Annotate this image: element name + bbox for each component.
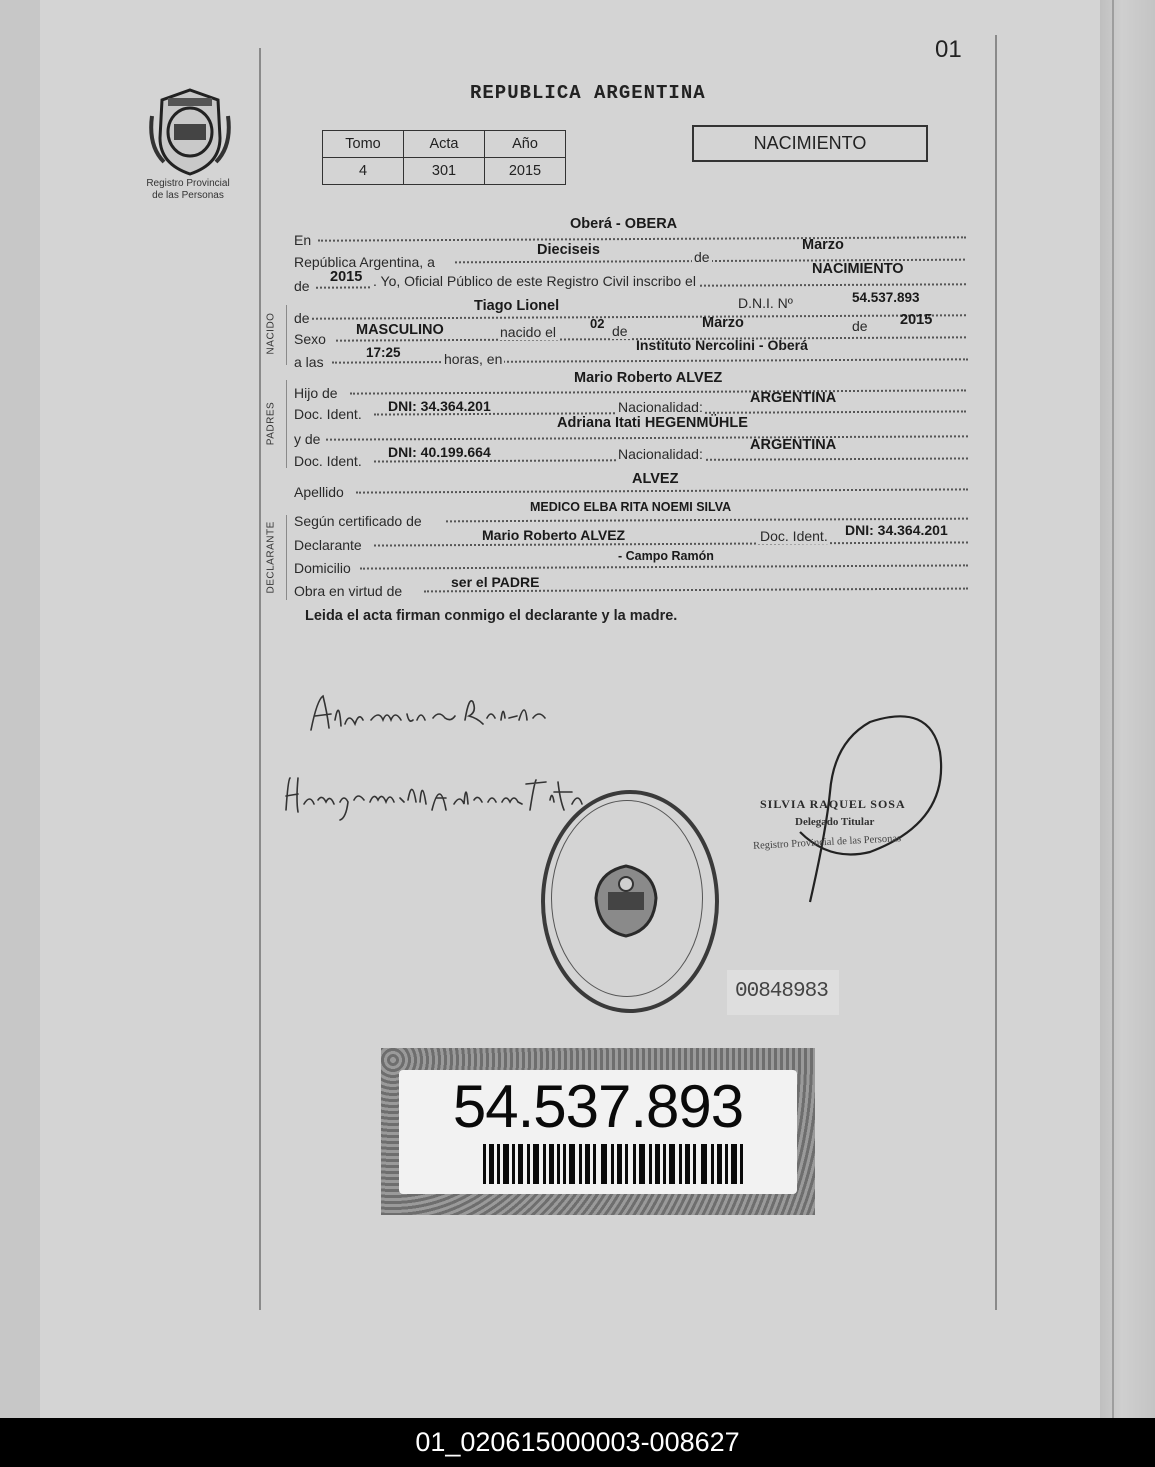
label-republica: República Argentina, a (294, 254, 435, 270)
logo-caption-line1: Registro Provincial (146, 178, 230, 189)
table-value-anio: 2015 (485, 158, 566, 185)
value-padre-doc: DNI: 34.364.201 (388, 398, 491, 414)
side-label-declarante: DECLARANTE (265, 521, 277, 594)
label-dni: D.N.I. Nº (738, 295, 793, 311)
value-madre: Adriana Itati HEGENMÜHLE (557, 415, 748, 431)
label-de-anio: de (294, 278, 310, 294)
label-hijo-de: Hijo de (294, 385, 338, 401)
value-anio-nac: 2015 (900, 312, 933, 328)
table-value-tomo: 4 (323, 158, 404, 185)
label-obra: Obra en virtud de (294, 583, 403, 599)
value-mes-nac: Marzo (702, 315, 744, 331)
left-margin-line (259, 48, 261, 1310)
label-de-dia: de (612, 323, 628, 339)
declarante-bracket (286, 515, 287, 600)
barcode-panel (399, 1070, 797, 1194)
signature-declarante (305, 690, 555, 740)
label-a-las: a las (294, 354, 324, 370)
act-type-box: NACIMIENTO (692, 125, 928, 162)
value-certificado: MEDICO ELBA RITA NOEMI SILVA (530, 500, 732, 514)
value-dni: 54.537.893 (852, 290, 920, 305)
side-label-nacido: NACIDO (265, 312, 277, 355)
label-doc-ident: Doc. Ident. (294, 406, 362, 422)
label-de-nombre: de (294, 310, 310, 326)
official-name: SILVIA RAQUEL SOSA (760, 797, 906, 811)
label-apellido: Apellido (294, 484, 344, 500)
label-nacionalidad: Nacionalidad: (618, 399, 703, 415)
padres-bracket (286, 380, 287, 468)
value-anio: 2015 (330, 269, 363, 285)
label-declarante: Declarante (294, 537, 362, 553)
label-oficial: . Yo, Oficial Público de este Registro Civil inscribo el (370, 273, 699, 289)
label-doc-ident-declarante: Doc. Ident. (760, 528, 828, 544)
label-horas-en: horas, en (444, 351, 503, 367)
closing-statement: Leida el acta firman conmigo el declarante y la madre. (305, 608, 678, 624)
value-madre-nac: ARGENTINA (750, 437, 837, 453)
table-header-acta: Acta (404, 131, 485, 158)
right-margin-line (995, 35, 997, 1310)
value-dia-letras: Dieciseis (537, 242, 600, 258)
page-edge-line (1112, 0, 1114, 1418)
label-de-mes: de (694, 249, 710, 265)
provincial-seal-icon (148, 86, 232, 178)
page-number: 01 (935, 36, 962, 63)
page-edge (1100, 0, 1155, 1418)
value-padre-nac: ARGENTINA (750, 390, 837, 406)
value-hora: 17:25 (366, 345, 401, 360)
value-sexo: MASCULINO (356, 322, 444, 338)
label-sexo: Sexo (294, 331, 326, 347)
value-nombre: Tiago Lionel (474, 298, 560, 314)
logo-caption-line2: de las Personas (152, 190, 224, 201)
label-nacionalidad: Nacionalidad: (618, 446, 703, 462)
table-header-tomo: Tomo (323, 131, 404, 158)
value-mes: Marzo (802, 237, 844, 253)
value-obra: ser el PADRE (451, 574, 540, 590)
value-declarante: Mario Roberto ALVEZ (482, 527, 626, 543)
value-padre: Mario Roberto ALVEZ (574, 370, 723, 386)
side-label-padres: PADRES (265, 401, 277, 446)
table-header-anio: Año (485, 131, 566, 158)
label-nacido-el: nacido el (500, 324, 557, 340)
value-lugar-nac: Instituto Nercolini - Oberá (636, 337, 808, 353)
label-de-anio2: de (852, 318, 868, 334)
scan-file-code: 01_020615000003-008627 (0, 1418, 1155, 1467)
barcode-sticker (381, 1048, 815, 1215)
value-lugar: Oberá - OBERA (570, 216, 678, 232)
label-segun-certificado: Según certificado de (294, 513, 422, 529)
value-madre-doc: DNI: 40.199.664 (388, 444, 491, 460)
label-domicilio: Domicilio (294, 560, 351, 576)
signature-madre (282, 770, 612, 825)
barcode-bars (483, 1144, 745, 1184)
label-y-de: y de (294, 431, 321, 447)
official-entity: Registro Provincial de las Personas (752, 833, 902, 852)
value-declarante-doc: DNI: 34.364.201 (845, 522, 948, 538)
value-acto: NACIMIENTO (812, 261, 904, 277)
official-title: Delegado Titular (795, 816, 875, 828)
stamp-number: 00848983 (735, 980, 828, 1003)
coat-of-arms-icon (590, 862, 662, 940)
value-dia-nac: 02 (590, 316, 605, 331)
value-apellido: ALVEZ (632, 471, 679, 487)
nacido-bracket (286, 305, 287, 365)
registry-table (322, 130, 566, 185)
barcode-number: 54.537.893 (452, 1073, 744, 1140)
label-en: En (294, 232, 312, 248)
document-title: REPUBLICA ARGENTINA (470, 82, 706, 104)
table-value-acta: 301 (404, 158, 485, 185)
value-domicilio: - Campo Ramón (618, 549, 714, 563)
label-doc-ident: Doc. Ident. (294, 453, 362, 469)
